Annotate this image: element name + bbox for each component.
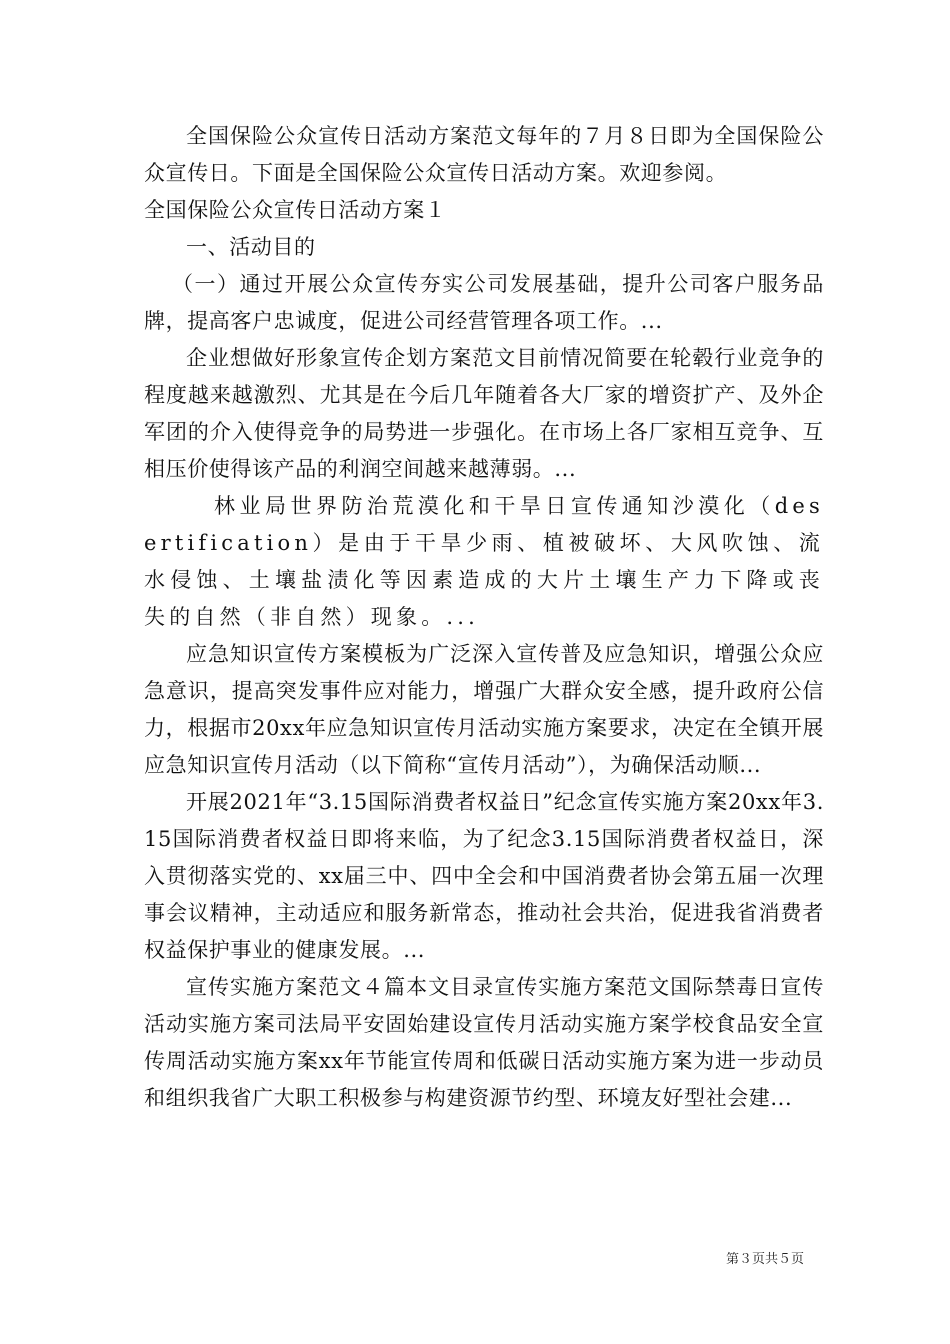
intro-paragraph: 全国保险公众宣传日活动方案范文每年的７月８日即为全国保险公众宣传日。下面是全国保险公众宣传日活动方案。欢迎参阅。 xyxy=(144,124,824,185)
emergency-paragraph: 应急知识宣传方案模板为广泛深入宣传普及应急知识，增强公众应急意识，提高突发事件应对能力，增强广大群众安全感，提升政府公信力，根据市20xx年应急知识宣传月活动实施方案要求，决定在全镇开展应急知识宣传月活动（以下简称“宣传月活动”），为确保活动顺... xyxy=(144,642,824,777)
section-title: 全国保险公众宣传日活动方案１ xyxy=(144,198,447,222)
document-body xyxy=(144,118,824,1117)
enterprise-paragraph: 企业想做好形象宣传企划方案范文目前情况简要在轮毂行业竞争的程度越来越激烈、尤其是在今后几年随着各大厂家的增资扩产、及外企军团的介入使得竞争的局势进一步强化。在市场上各厂家相互竞争、互相压价使得该产品的利润空间越来越薄弱。... xyxy=(144,346,824,481)
consumer-rights-paragraph: 开展2021年“3.15国际消费者权益日”纪念宣传实施方案20xx年3.15国际消费者权益日即将来临，为了纪念3.15国际消费者权益日，深入贯彻落实党的、xx届三中、四中全会和中国消费者协会第五届一次理事会议精神，主动适应和服务新常态，推动社会共治，促进我省消费者权益保护事业的健康发展。... xyxy=(144,790,824,962)
forestry-paragraph: 林业局世界防治荒漠化和干旱日宣传通知沙漠化（desertification）是由于干旱少雨、植被破坏、大风吹蚀、流水侵蚀、土壤盐渍化等因素造成的大片土壤生产力下降或丧失的自然（非自然）现象。... xyxy=(144,494,824,629)
page-number: 第３页共５页 xyxy=(725,1252,804,1267)
section-heading: 一、活动目的 xyxy=(186,235,316,259)
objective-item: （一）通过开展公众宣传夯实公司发展基础，提升公司客户服务品牌，提高客户忠诚度，促进公司经营管理各项工作。... xyxy=(144,272,824,333)
plans-paragraph: 宣传实施方案范文４篇本文目录宣传实施方案范文国际禁毒日宣传活动实施方案司法局平安固始建设宣传月活动实施方案学校食品安全宣传周活动实施方案xx年节能宣传周和低碳日活动实施方案为进一步动员和组织我省广大职工积极参与构建资源节约型、环境友好型社会建... xyxy=(144,975,824,1110)
